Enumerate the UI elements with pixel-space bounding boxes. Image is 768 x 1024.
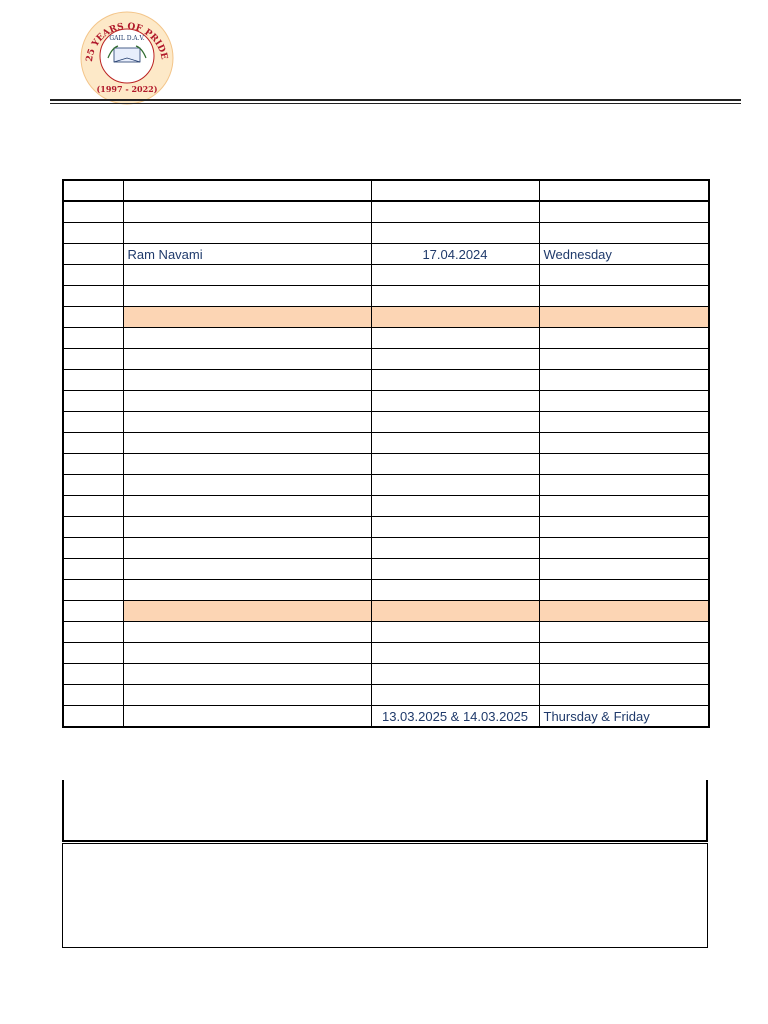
- header-cell: [371, 180, 539, 201]
- date-cell: [371, 538, 539, 559]
- day-cell: [539, 223, 709, 244]
- table-row: [63, 391, 709, 412]
- table-row: [63, 517, 709, 538]
- table-header-row: [63, 180, 709, 201]
- date-cell: [371, 559, 539, 580]
- event-cell: [123, 538, 371, 559]
- event-cell: [123, 517, 371, 538]
- day-cell: [539, 643, 709, 664]
- table-row: [63, 433, 709, 454]
- date-cell: [371, 370, 539, 391]
- event-cell: [123, 286, 371, 307]
- event-cell: [123, 307, 371, 328]
- serial-cell: [63, 517, 123, 538]
- table-row: [63, 265, 709, 286]
- day-cell: [539, 412, 709, 433]
- table-row: [63, 328, 709, 349]
- logo-school-name: GAIL D.A.V.: [109, 35, 145, 42]
- serial-cell: [63, 328, 123, 349]
- event-cell: [123, 685, 371, 706]
- day-cell: [539, 622, 709, 643]
- event-cell: [123, 433, 371, 454]
- date-cell: [371, 201, 539, 223]
- day-cell: [539, 685, 709, 706]
- event-cell: [123, 580, 371, 601]
- day-cell: [539, 349, 709, 370]
- date-cell: [371, 433, 539, 454]
- date-cell: [371, 349, 539, 370]
- serial-cell: [63, 622, 123, 643]
- date-cell: [371, 601, 539, 622]
- table-row: [63, 580, 709, 601]
- event-cell: [123, 370, 371, 391]
- day-cell: [539, 201, 709, 223]
- table-row: [63, 664, 709, 685]
- day-cell: [539, 559, 709, 580]
- logo-years: (1997 - 2022): [96, 84, 158, 94]
- day-cell: Wednesday: [539, 244, 709, 265]
- day-cell: [539, 454, 709, 475]
- day-cell: [539, 538, 709, 559]
- header-rule-thin: [50, 103, 741, 104]
- table-row: [63, 685, 709, 706]
- date-cell: 13.03.2025 & 14.03.2025: [371, 706, 539, 728]
- day-cell: [539, 475, 709, 496]
- date-cell: [371, 265, 539, 286]
- event-cell: [123, 349, 371, 370]
- event-cell: [123, 201, 371, 223]
- day-cell: [539, 433, 709, 454]
- serial-cell: [63, 265, 123, 286]
- serial-cell: [63, 643, 123, 664]
- date-cell: [371, 391, 539, 412]
- day-cell: Thursday & Friday: [539, 706, 709, 728]
- logo-ring-text: 25 YEARS OF PRIDE: [84, 21, 169, 63]
- event-cell: [123, 496, 371, 517]
- table-row: [63, 201, 709, 223]
- serial-cell: [63, 475, 123, 496]
- event-cell: [123, 643, 371, 664]
- serial-cell: [63, 664, 123, 685]
- event-cell: [123, 454, 371, 475]
- serial-cell: [63, 559, 123, 580]
- serial-cell: [63, 412, 123, 433]
- day-cell: [539, 307, 709, 328]
- event-cell: [123, 265, 371, 286]
- event-cell: [123, 223, 371, 244]
- table-row: [63, 370, 709, 391]
- date-cell: [371, 475, 539, 496]
- date-cell: [371, 328, 539, 349]
- serial-cell: [63, 286, 123, 307]
- notes-box: [62, 780, 708, 842]
- day-cell: [539, 328, 709, 349]
- day-cell: [539, 664, 709, 685]
- day-cell: [539, 265, 709, 286]
- day-cell: [539, 496, 709, 517]
- date-cell: [371, 685, 539, 706]
- serial-cell: [63, 391, 123, 412]
- serial-cell: [63, 601, 123, 622]
- table-row: [63, 475, 709, 496]
- table-row: [63, 601, 709, 622]
- event-cell: [123, 475, 371, 496]
- date-cell: [371, 496, 539, 517]
- table-row: [63, 223, 709, 244]
- table-row: [63, 643, 709, 664]
- date-cell: [371, 223, 539, 244]
- serial-cell: [63, 223, 123, 244]
- day-cell: [539, 517, 709, 538]
- table-row: [63, 622, 709, 643]
- date-cell: [371, 517, 539, 538]
- table-row: [63, 412, 709, 433]
- header-cell: [63, 180, 123, 201]
- event-cell: [123, 559, 371, 580]
- header-rule: [50, 99, 741, 101]
- day-cell: [539, 370, 709, 391]
- table-row: [63, 349, 709, 370]
- serial-cell: [63, 538, 123, 559]
- header-cell: [539, 180, 709, 201]
- school-logo: [78, 10, 176, 106]
- table-row: [63, 454, 709, 475]
- table-row: [63, 706, 709, 728]
- event-cell: [123, 412, 371, 433]
- date-cell: [371, 286, 539, 307]
- day-cell: [539, 391, 709, 412]
- holiday-table: [62, 179, 710, 728]
- serial-cell: [63, 454, 123, 475]
- day-cell: [539, 286, 709, 307]
- date-cell: [371, 454, 539, 475]
- serial-cell: [63, 244, 123, 265]
- date-cell: [371, 412, 539, 433]
- day-cell: [539, 580, 709, 601]
- event-cell: Ram Navami: [123, 244, 371, 265]
- serial-cell: [63, 307, 123, 328]
- table-row: [63, 559, 709, 580]
- event-cell: [123, 391, 371, 412]
- table-row: [63, 496, 709, 517]
- event-cell: [123, 601, 371, 622]
- table-row: [63, 244, 709, 265]
- serial-cell: [63, 580, 123, 601]
- serial-cell: [63, 496, 123, 517]
- serial-cell: [63, 349, 123, 370]
- event-cell: [123, 664, 371, 685]
- serial-cell: [63, 201, 123, 223]
- date-cell: [371, 664, 539, 685]
- event-cell: [123, 706, 371, 728]
- date-cell: [371, 622, 539, 643]
- date-cell: [371, 307, 539, 328]
- date-cell: [371, 643, 539, 664]
- table-row: [63, 538, 709, 559]
- table-row: [63, 286, 709, 307]
- event-cell: [123, 328, 371, 349]
- header-cell: [123, 180, 371, 201]
- serial-cell: [63, 433, 123, 454]
- serial-cell: [63, 370, 123, 391]
- event-cell: [123, 622, 371, 643]
- signature-box: [62, 843, 708, 948]
- table-row: [63, 307, 709, 328]
- day-cell: [539, 601, 709, 622]
- serial-cell: [63, 706, 123, 728]
- serial-cell: [63, 685, 123, 706]
- date-cell: 17.04.2024: [371, 244, 539, 265]
- date-cell: [371, 580, 539, 601]
